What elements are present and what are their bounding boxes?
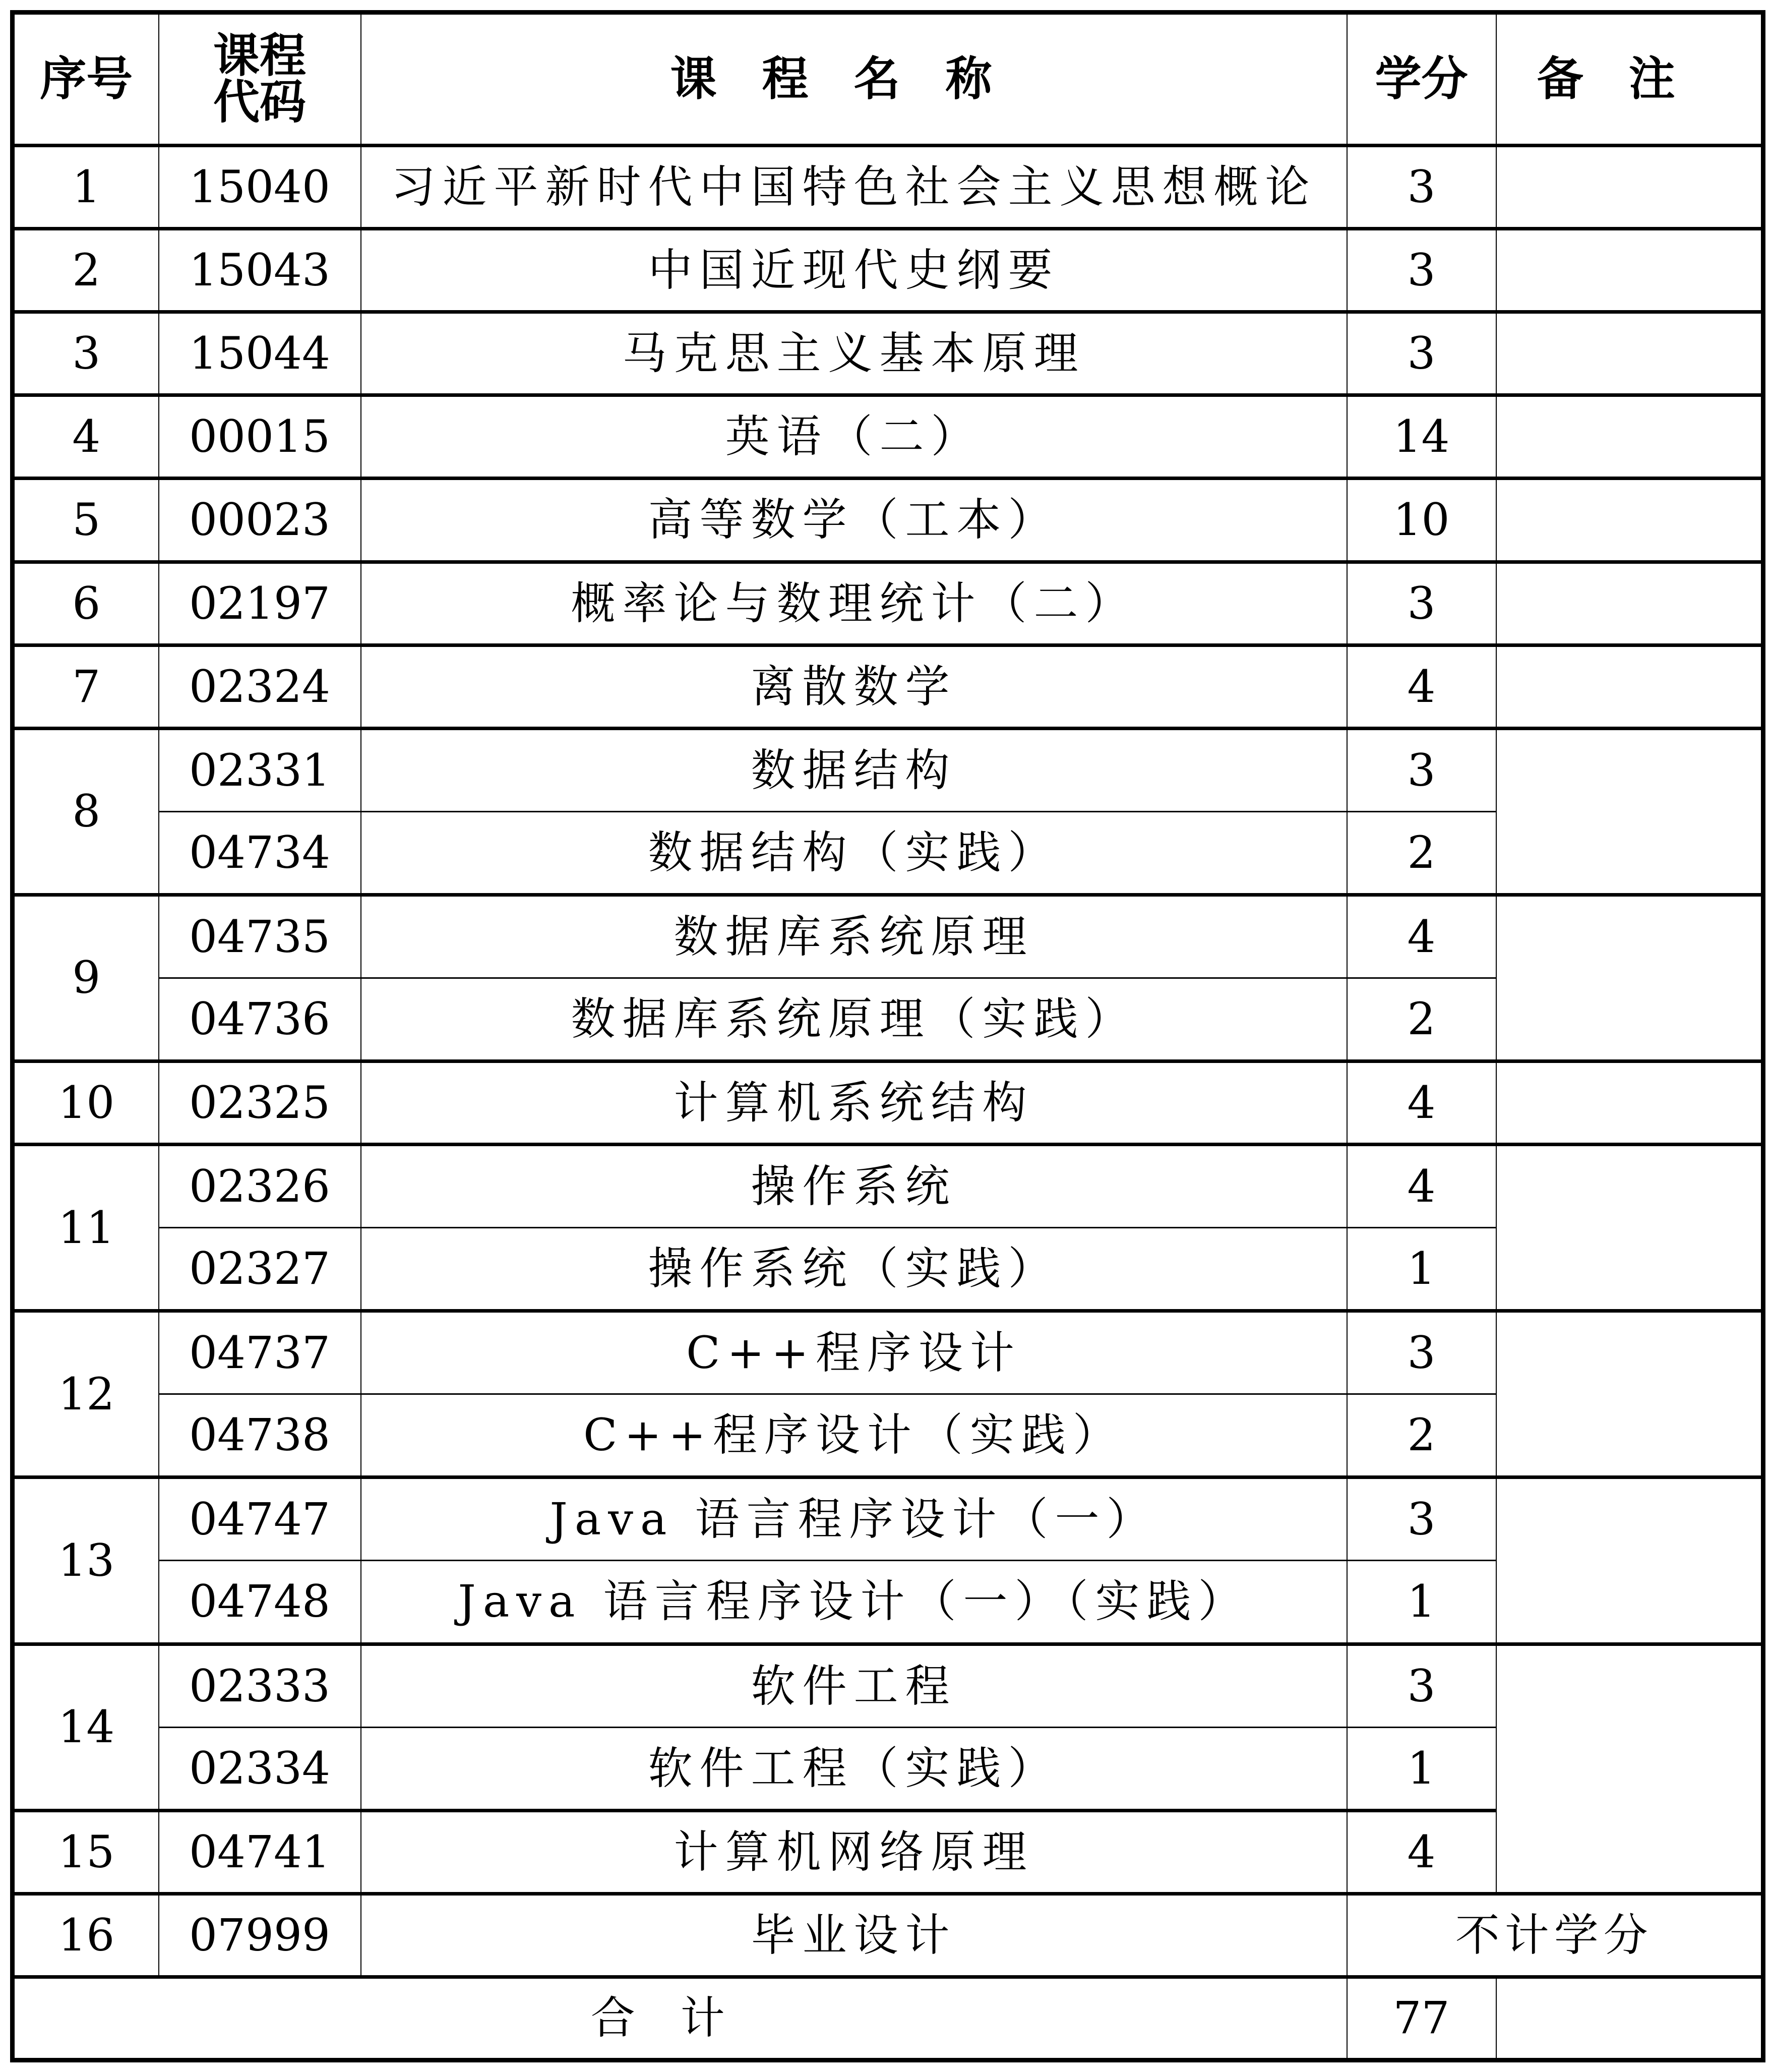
code-cell: 15044 xyxy=(159,312,361,395)
credit-cell: 3 xyxy=(1347,1644,1496,1727)
code-cell: 02197 xyxy=(159,562,361,645)
total-label: 合计 xyxy=(13,1977,1347,2060)
name-cell: 数据结构 xyxy=(361,728,1347,811)
seq-cell: 3 xyxy=(13,312,159,395)
credit-note-cell: 不计学分 xyxy=(1347,1893,1763,1977)
seq-cell: 10 xyxy=(13,1061,159,1144)
table-row xyxy=(13,1893,1763,1977)
code-cell: 02325 xyxy=(159,1061,361,1144)
seq-cell: 9 xyxy=(13,895,159,1061)
name-cell: 中国近现代史纲要 xyxy=(361,229,1347,312)
credit-cell: 2 xyxy=(1347,978,1496,1061)
code-cell: 04734 xyxy=(159,811,361,895)
name-cell: 计算机系统结构 xyxy=(361,1061,1347,1144)
seq-cell: 15 xyxy=(13,1810,159,1893)
table-row xyxy=(13,562,1763,645)
credit-cell: 3 xyxy=(1347,562,1496,645)
header-row xyxy=(13,13,1763,146)
name-cell: 计算机网络原理 xyxy=(361,1810,1347,1893)
code-cell: 04735 xyxy=(159,895,361,978)
remark-cell xyxy=(1496,728,1763,895)
code-cell: 07999 xyxy=(159,1893,361,1977)
credit-cell: 4 xyxy=(1347,1061,1496,1144)
seq-cell: 7 xyxy=(13,645,159,728)
table-row xyxy=(13,1145,1763,1228)
seq-cell: 11 xyxy=(13,1145,159,1311)
header-remark: 备注 xyxy=(1496,13,1763,146)
header-credit: 学分 xyxy=(1347,13,1496,146)
credit-cell: 1 xyxy=(1347,1727,1496,1810)
credit-cell: 3 xyxy=(1347,1477,1496,1561)
code-cell: 02324 xyxy=(159,645,361,728)
credit-cell: 3 xyxy=(1347,146,1496,229)
name-cell: 数据库系统原理 xyxy=(361,895,1347,978)
name-cell: Java 语言程序设计（一） xyxy=(361,1477,1347,1561)
total-remark xyxy=(1496,1977,1763,2060)
credit-cell: 4 xyxy=(1347,895,1496,978)
name-cell: 软件工程 xyxy=(361,1644,1347,1727)
code-cell: 02326 xyxy=(159,1145,361,1228)
table-row xyxy=(13,395,1763,479)
credit-cell: 1 xyxy=(1347,1228,1496,1311)
code-cell: 04748 xyxy=(159,1561,361,1644)
code-cell: 15040 xyxy=(159,146,361,229)
credit-cell: 4 xyxy=(1347,645,1496,728)
remark-cell xyxy=(1496,229,1763,312)
remark-cell xyxy=(1496,479,1763,562)
code-cell: 15043 xyxy=(159,229,361,312)
name-cell: 软件工程（实践） xyxy=(361,1727,1347,1810)
remark-cell xyxy=(1496,1145,1763,1311)
credit-cell: 14 xyxy=(1347,395,1496,479)
table-row xyxy=(13,1311,1763,1394)
seq-cell: 4 xyxy=(13,395,159,479)
name-cell: Java 语言程序设计（一）（实践） xyxy=(361,1561,1347,1644)
credit-cell: 3 xyxy=(1347,1311,1496,1394)
seq-cell: 14 xyxy=(13,1644,159,1810)
name-cell: 高等数学（工本） xyxy=(361,479,1347,562)
name-cell: 马克思主义基本原理 xyxy=(361,312,1347,395)
credit-cell: 10 xyxy=(1347,479,1496,562)
name-cell: 离散数学 xyxy=(361,645,1347,728)
name-cell: 数据库系统原理（实践） xyxy=(361,978,1347,1061)
code-cell: 00015 xyxy=(159,395,361,479)
name-cell: 习近平新时代中国特色社会主义思想概论 xyxy=(361,146,1347,229)
remark-cell xyxy=(1496,312,1763,395)
seq-cell: 6 xyxy=(13,562,159,645)
name-cell: 毕业设计 xyxy=(361,1893,1347,1977)
credit-cell: 2 xyxy=(1347,1394,1496,1477)
name-cell: 操作系统 xyxy=(361,1145,1347,1228)
seq-cell: 1 xyxy=(13,146,159,229)
seq-cell: 5 xyxy=(13,479,159,562)
table-row xyxy=(13,895,1763,978)
remark-cell xyxy=(1496,1061,1763,1144)
seq-cell: 12 xyxy=(13,1311,159,1477)
code-cell: 04741 xyxy=(159,1810,361,1893)
name-cell: 概率论与数理统计（二） xyxy=(361,562,1347,645)
total-credit: 77 xyxy=(1347,1977,1496,2060)
code-cell: 04747 xyxy=(159,1477,361,1561)
credit-cell: 3 xyxy=(1347,312,1496,395)
remark-cell xyxy=(1496,1311,1763,1477)
table-row xyxy=(13,1644,1763,1727)
code-cell: 02327 xyxy=(159,1228,361,1311)
name-cell: 数据结构（实践） xyxy=(361,811,1347,895)
header-code xyxy=(159,13,361,146)
credit-cell: 4 xyxy=(1347,1145,1496,1228)
course-table xyxy=(10,10,1765,2062)
header-code-line1: 课程 xyxy=(213,29,306,83)
seq-cell: 16 xyxy=(13,1893,159,1977)
table-row xyxy=(13,1477,1763,1561)
remark-cell xyxy=(1496,1477,1763,1644)
table-row xyxy=(13,728,1763,811)
name-cell: 操作系统（实践） xyxy=(361,1228,1347,1311)
credit-cell: 3 xyxy=(1347,728,1496,811)
name-cell: C++程序设计 xyxy=(361,1311,1347,1394)
credit-cell: 3 xyxy=(1347,229,1496,312)
code-cell: 02334 xyxy=(159,1727,361,1810)
name-cell: 英语（二） xyxy=(361,395,1347,479)
table-row xyxy=(13,1061,1763,1144)
remark-cell xyxy=(1496,146,1763,229)
remark-cell xyxy=(1496,895,1763,1061)
credit-cell: 1 xyxy=(1347,1561,1496,1644)
header-name: 课程名称 xyxy=(361,13,1347,146)
remark-cell xyxy=(1496,395,1763,479)
code-cell: 04738 xyxy=(159,1394,361,1477)
name-cell: C++程序设计（实践） xyxy=(361,1394,1347,1477)
remark-cell xyxy=(1496,1644,1763,1893)
seq-cell: 2 xyxy=(13,229,159,312)
credit-cell: 2 xyxy=(1347,811,1496,895)
table-row xyxy=(13,146,1763,229)
header-code-line2: 代码 xyxy=(213,75,306,130)
remark-cell xyxy=(1496,645,1763,728)
table-row xyxy=(13,312,1763,395)
table-row xyxy=(13,229,1763,312)
code-cell: 02333 xyxy=(159,1644,361,1727)
code-cell: 04736 xyxy=(159,978,361,1061)
seq-cell: 13 xyxy=(13,1477,159,1644)
code-cell: 02331 xyxy=(159,728,361,811)
table-row xyxy=(13,645,1763,728)
credit-cell: 4 xyxy=(1347,1810,1496,1893)
header-seq: 序号 xyxy=(13,13,159,146)
code-cell: 00023 xyxy=(159,479,361,562)
remark-cell xyxy=(1496,562,1763,645)
seq-cell: 8 xyxy=(13,728,159,895)
table-row xyxy=(13,479,1763,562)
code-cell: 04737 xyxy=(159,1311,361,1394)
total-row xyxy=(13,1977,1763,2060)
